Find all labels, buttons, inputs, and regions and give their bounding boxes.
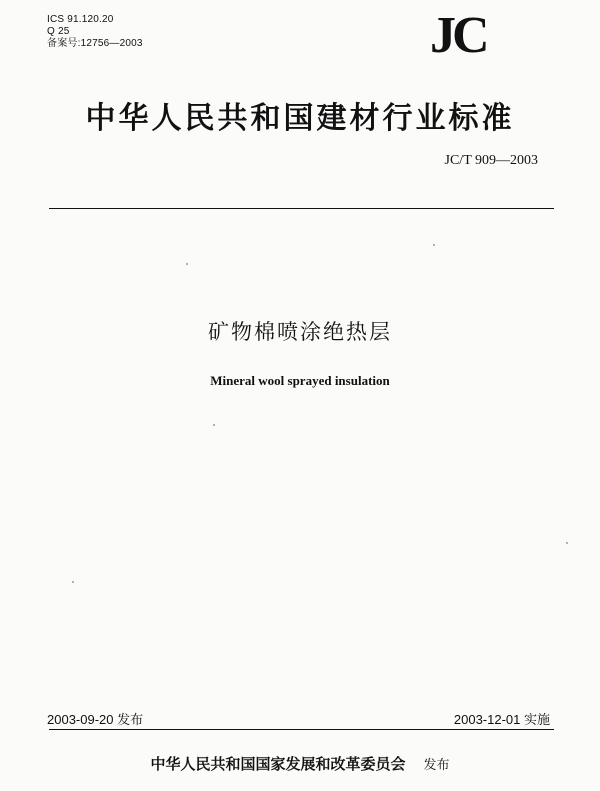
- document-title-chinese: 矿物棉喷涂绝热层: [208, 320, 392, 344]
- scan-speck: [566, 542, 568, 544]
- standard-number: JC/T 909—2003: [444, 153, 538, 168]
- publisher-line: [0, 753, 600, 774]
- standard-category-title: 中华人民共和国建材行业标准: [85, 101, 515, 136]
- scan-speck: [72, 581, 74, 583]
- scan-speck: [186, 263, 188, 265]
- publisher-name: 中华人民共和国国家发展和改革委员会: [150, 755, 406, 773]
- ccs-code: Q 25: [47, 26, 70, 37]
- top-divider: [49, 208, 554, 209]
- record-number: 备案号:12756—2003: [47, 38, 143, 49]
- scan-speck: [213, 424, 215, 426]
- implementation-date: 2003-12-01 实施: [453, 712, 550, 727]
- document-title-english: Mineral wool sprayed insulation: [210, 373, 390, 388]
- publisher-suffix: 发布: [423, 758, 450, 773]
- jc-logo: JC: [430, 7, 486, 64]
- classification-block: [47, 14, 143, 50]
- issue-date: 2003-09-20 发布: [47, 712, 144, 727]
- ics-code: ICS 91.120.20: [47, 14, 114, 25]
- bottom-divider: [49, 729, 554, 730]
- scan-speck: [433, 244, 435, 246]
